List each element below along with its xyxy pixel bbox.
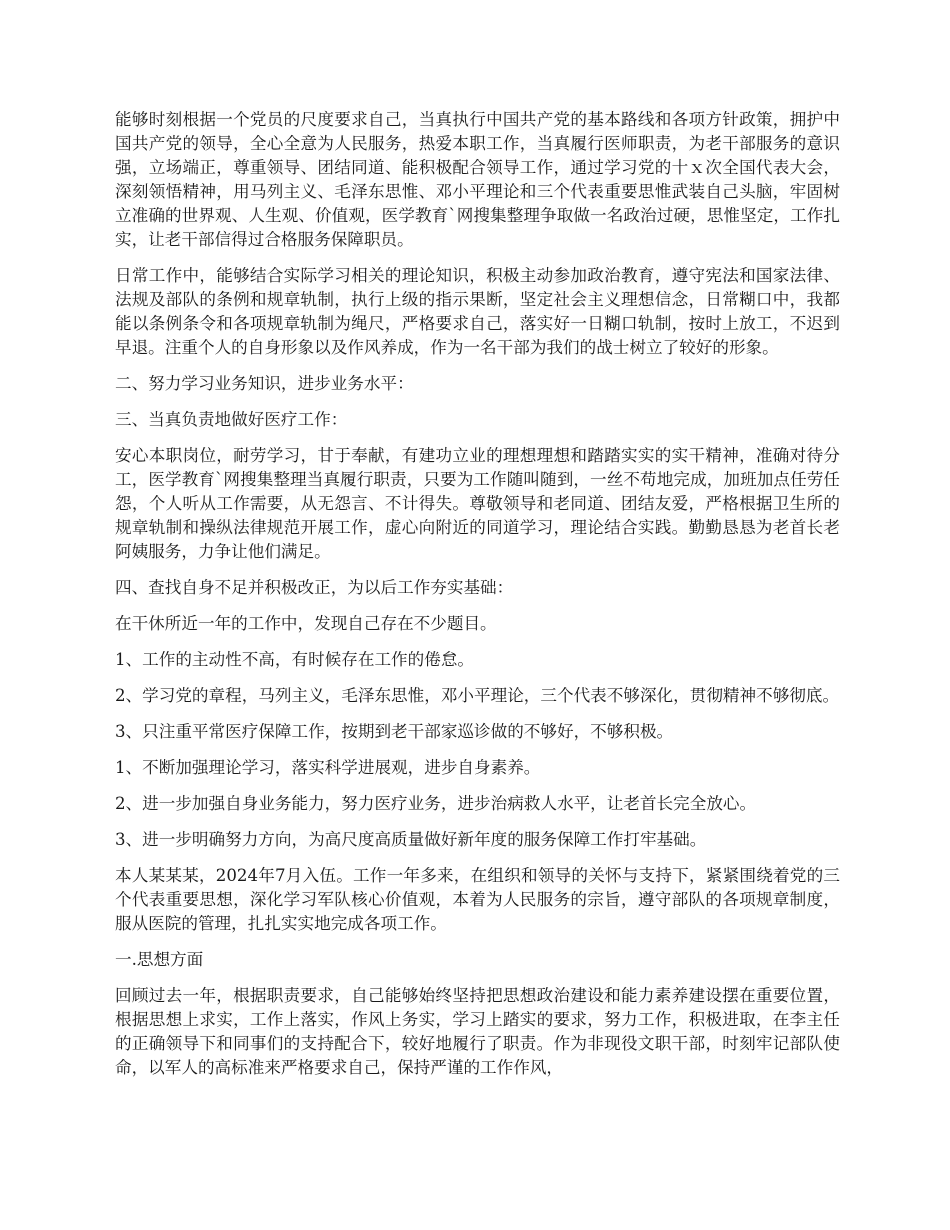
paragraph-party-standard: 能够时刻根据一个党员的尺度要求自己，当真执行中国共产党的基本路线和各项方针政策，拥护中国共产党的领导，全心全意为人民服务，热爱本职工作，当真履行医师职责，为老干部服务的意识强，立场端正，尊重领导、团结同道、能积极配合领导工作，通过学习党的十ｘ次全国代表大会，深刻领悟精神，用马列主义、毛泽东思惟、邓小平理论和三个代表重要思惟武装自己头脑，牢固树立准确的世界观、人生观、价值观，医学教育`网搜集整理争取做一名政治过硬，思惟坚定，工作扎实，让老干部信得过合格服务保障职员。 [115, 110, 840, 249]
paragraph-problems-intro: 在干休所近一年的工作中，发现自己存在不少题目。 [115, 614, 497, 633]
paragraph-self-intro: 本人某某某，2024年7月入伍。工作一年多来，在组织和领导的关怀与支持下，紧紧围绕着党的三个代表重要思想，深化学习军队核心价值观，本着为人民服务的宗旨，遵守部队的各项规章制度，服从医院的管理，扎扎实实地完成各项工作。 [115, 866, 840, 933]
paragraph-review: 回顾过去一年，根据职责要求，自己能够始终坚持把思想政治建设和能力素养建设摆在重要位置，根据思想上求实，工作上落实，作风上务实，学习上踏实的要求，努力工作，积极进取，在李主任的正确领导下和同事们的支持配合下，较好地履行了职责。作为非现役文职干部，时刻牢记部队使命，以军人的高标准来严格要求自己，保持严谨的工作作风， [115, 986, 840, 1077]
section-heading-3: 三、当真负责地做好医疗工作： [115, 410, 348, 429]
section-heading-thought: 一.思想方面 [115, 950, 204, 969]
list-item-improve-2: 2、进一步加强自身业务能力，努力医疗业务，进步治病救人水平，让老首长完全放心。 [115, 794, 757, 813]
list-item-problem-3: 3、只注重平常医疗保障工作，按期到老干部家巡诊做的不够好，不够积极。 [115, 722, 674, 741]
paragraph-medical-work: 安心本职岗位，耐劳学习，甘于奉献，有建功立业的理想理想和踏踏实实的实干精神，准确对待分工，医学教育`网搜集整理当真履行职责，只要为工作随叫随到，一丝不苟地完成，加班加点任劳任怨，个人听从工作需要，从无怨言、不计得失。尊敬领导和老同道、团结友爱，严格根据卫生所的规章轨制和操纵法律规范开展工作，虚心向附近的同道学习，理论结合实践。勤勤恳恳为老首长老阿姨服务，力争让他们满足。 [115, 446, 840, 561]
section-heading-2: 二、努力学习业务知识，进步业务水平： [115, 374, 414, 393]
list-item-improve-1: 1、不断加强理论学习，落实科学进展观，进步自身素养。 [115, 758, 541, 777]
list-item-problem-2: 2、学习党的章程，马列主义，毛泽东思惟，邓小平理论，三个代表不够深化，贯彻精神不够彻底。 [115, 686, 840, 705]
paragraph-daily-work: 日常工作中，能够结合实际学习相关的理论知识，积极主动参加政治教育，遵守宪法和国家法律、法规及部队的条例和规章轨制，执行上级的指示果断，坚定社会主义理想信念，日常糊口中，我都能以条例条令和各项规章轨制为绳尺，严格要求自己，落实好一日糊口轨制，按时上放工，不迟到早退。注重个人的自身形象以及作风养成，作为一名干部为我们的战士树立了较好的形象。 [115, 266, 840, 357]
section-heading-4: 四、查找自身不足并积极改正，为以后工作夯实基础： [115, 578, 514, 597]
list-item-improve-3: 3、进一步明确努力方向，为高尺度高质量做好新年度的服务保障工作打牢基础。 [115, 830, 707, 849]
list-item-problem-1: 1、工作的主动性不高，有时候存在工作的倦怠。 [115, 650, 475, 669]
document-body [115, 108, 840, 1092]
